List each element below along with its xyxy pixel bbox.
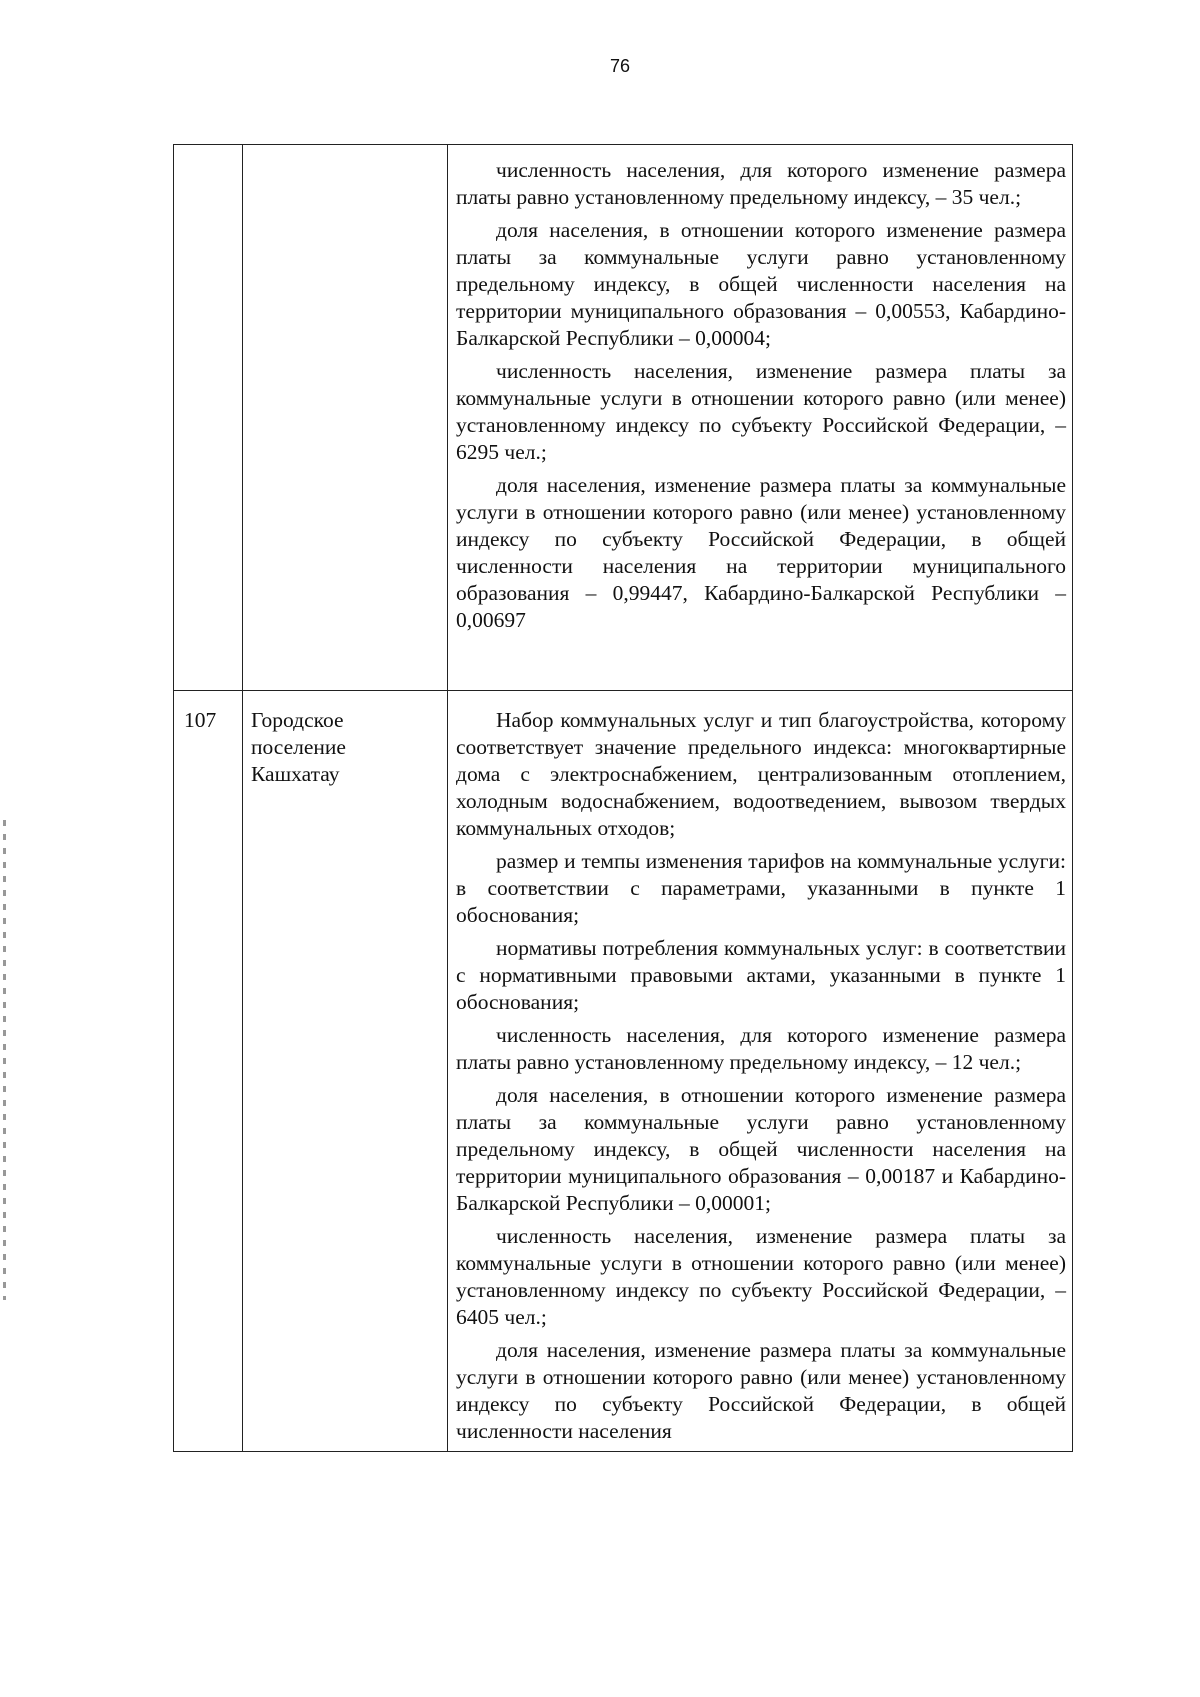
table-row — [174, 691, 1073, 1452]
row-description-cell — [448, 145, 1073, 691]
document-table — [173, 144, 1073, 1452]
row-description-cell — [448, 691, 1073, 1452]
description-paragraph: доля населения, в отношении которого изменение размера платы за коммунальные услуги равно установленному предельному индексу, в общей численности населения на территории муниципального образования – 0,00553, Кабардино-Балкарской Республики – 0,00004; — [456, 218, 1066, 350]
page-number: 76 — [609, 56, 631, 76]
description-paragraph: доля населения, изменение размера платы за коммунальные услуги в отношении которого равно (или менее) установленному индексу по субъекту Российской Федерации, в общей численности населения на территории муниципального образования – 0,99447, Кабардино-Балкарской Республики – 0,00697 — [456, 473, 1066, 632]
description-paragraph: численность населения, для которого изменение размера платы равно установленному предельному индексу, – 12 чел.; — [456, 1023, 1066, 1074]
row-name-cell: Городское поселение Кашхатау — [243, 691, 448, 1452]
description-paragraph: нормативы потребления коммунальных услуг: в соответствии с нормативными правовыми актами, указанными в пункте 1 обоснования; — [456, 936, 1066, 1014]
description-paragraph: численность населения, изменение размера платы за коммунальные услуги в отношении которого равно (или менее) установленному индексу по субъекту Российской Федерации, – 6295 чел.; — [456, 359, 1066, 464]
description-paragraph: размер и темпы изменения тарифов на коммунальные услуги: в соответствии с параметрами, указанными в пункте 1 обоснования; — [456, 849, 1066, 927]
row-name-cell — [243, 145, 448, 691]
row-number-cell: 107 — [174, 691, 243, 1452]
table-row — [174, 145, 1073, 691]
description-paragraph: доля населения, изменение размера платы за коммунальные услуги в отношении которого равно (или менее) установленному индексу по субъекту Российской Федерации, в общей численности населения — [456, 1338, 1066, 1443]
row-number-cell — [174, 145, 243, 691]
description-paragraph: Набор коммунальных услуг и тип благоустройства, которому соответствует значение предельного индекса: многоквартирные дома с электроснабжением, централизованным отоплением, холодным водоснабжением, водоотведением, вывозом твердых коммунальных отходов; — [456, 708, 1066, 840]
description-paragraph: доля населения, в отношении которого изменение размера платы за коммунальные услуги равно установленному предельному индексу, в общей численности населения на территории муниципального образования – 0,00187 и Кабардино-Балкарской Республики – 0,00001; — [456, 1083, 1066, 1215]
description-paragraph: численность населения, для которого изменение размера платы равно установленному предельному индексу, – 35 чел.; — [456, 158, 1066, 209]
description-paragraph: численность населения, изменение размера платы за коммунальные услуги в отношении которого равно (или менее) установленному индексу по субъекту Российской Федерации, – 6405 чел.; — [456, 1224, 1066, 1329]
scan-edge-marks — [3, 820, 6, 1300]
